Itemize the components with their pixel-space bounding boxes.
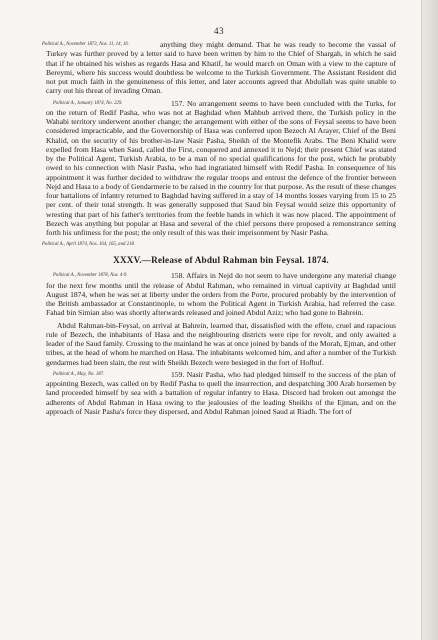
paragraph-text: anything they might demand. That he was ready to become the vassal of Turkey was further proved by a letter said to have been written by him to the Chief of Shargah, in which he said that if he obtained his wishes as regards Hasa and Khatif, he would march on Oman with a view to the capture of Bereymi, where his success would doubtless be welcome to the Turkish Government. The Assistant Resident did not put much faith in the genuineness of this letter, and later accounts agreed that Abdullah was quite unable to carry out his threat of invading Oman. xyxy=(46,40,396,96)
page-gutter xyxy=(422,0,438,640)
paragraph-text: 157. No arrangement seems to have been concluded with the Turks, for on the return of Redif Pasha, who was not at Baghdad when Mahbub arrived there, the Turkish policy in the Wahabi territory underwent another change; the arrangement with either of the sons of Feysal seems to have been considered impracticable, and the Governorship of Hasa was conferred upon Bezech Al Arayer, Chief of the Beni Khalid, on the security of his brother-in-law Nasir Pasha, Sheikh of the Montefik Arabs. The Beni Khalid were expelled from Hasa when Saud, called the First, conquered and annexed it to Nejd; their present Chief was stated by the Political Agent, Turkish Arabia, to be a man of no special qualifications for the post, which he probably owed to his connection with Nasir Pasha, who had ingratiated himself with Redif Pasha. In consequence of his appointment it was further decided to withdraw the regular troops and entrust the defence of the frontier between Nejd and Hasa to a body of Gendarmerie to be raised in the country for that purpose. As the result of these changes four battalions of infantry returned to Baghdad having suffered in a stay of 14 months losses varying from 15 to 25 per cent. of their total strength. It was generally supposed that Saud bin Feysal would seize this opportunity of wresting that part of his father's territories from the feeble hands in which it was now placed. The appointment of Bezech was anything but popular at Hasa and several of the chief persons there proposed a remonstrance setting forth his unfitness for the post; the only result of this was their imprisonment by Nasir Pasha. xyxy=(46,98,396,237)
paragraph-159 xyxy=(46,370,396,416)
paragraph-157 xyxy=(46,99,396,238)
paragraph-abdul-rahman: Abdul Rahman-bin-Feysal, on arrival at Bahrein, learned that, dissatisfied with the effete, cruel and rapacious rule of Bezech, the inhabitants of Hasa and the neighbouring districts were ripe for revolt, and only awaited a leader of the Saud family. Crossing to the mainland he was at once joined by bands of the Morah, Ejman, and other tribes, at the head of whom he marched on Hasa. The inhabitants welcomed him, and after a number of the Turkish gendarmes had been slain, the rest with Sheikh Bezech were besieged in the fort of Hofhuf. xyxy=(46,320,396,367)
side-note: Political A., January 1874, No. 229. xyxy=(53,100,123,106)
section-heading: XXXV.—Release of Abdul Rahman bin Feysal. 1874. xyxy=(113,255,329,266)
paragraph-158 xyxy=(46,271,396,317)
paragraph-text: 159. Nasir Pasha, who had pledged himself to the success of the plan of appointing Bezech, was called on by Redif Pasha to quell the insurrection, and despatching 300 Arab horsemen by land proceeded himself by sea with a battalion of regular infantry to Hasa. Discord had broken out amongst the adherents of Abdul Rahman in Hasa owing to the jealousies of the leading Sheikhs of the Ejman, and on the approach of Nasir Pasha's force they dispersed, and Abdul Rahman joined Saud at Riadh. The fort of xyxy=(46,369,396,416)
side-note: Political A., May, No. 187. xyxy=(53,371,105,377)
paragraph-continued xyxy=(42,40,396,96)
paragraph-text: 158. Affairs in Nejd do not seem to have undergone any material change for the next few months until the release of Abdul Rahman, who remained in virtual captivity at Baghdad until August 1874, when he was set at liberty under the orders from the Porte, procured probably by the intervention of the British ambassador at Constantinople, to whom the Political Agent in Turkish Arabia, had referred the case. Fahad bin Simian also was shortly afterwards released and joined Abdul Aziz; who had gone to Bahrein. xyxy=(46,271,396,318)
page-body xyxy=(42,40,396,419)
side-note: Political A., November 1873, Nos. 11, 14, 16. xyxy=(42,42,129,47)
page-number: 43 xyxy=(214,26,224,36)
side-note: Political A., November 1878, Nos. 4-9. xyxy=(53,273,128,279)
side-note: Political A., April 1874, Nos. 164, 165, and 218. xyxy=(42,242,135,248)
